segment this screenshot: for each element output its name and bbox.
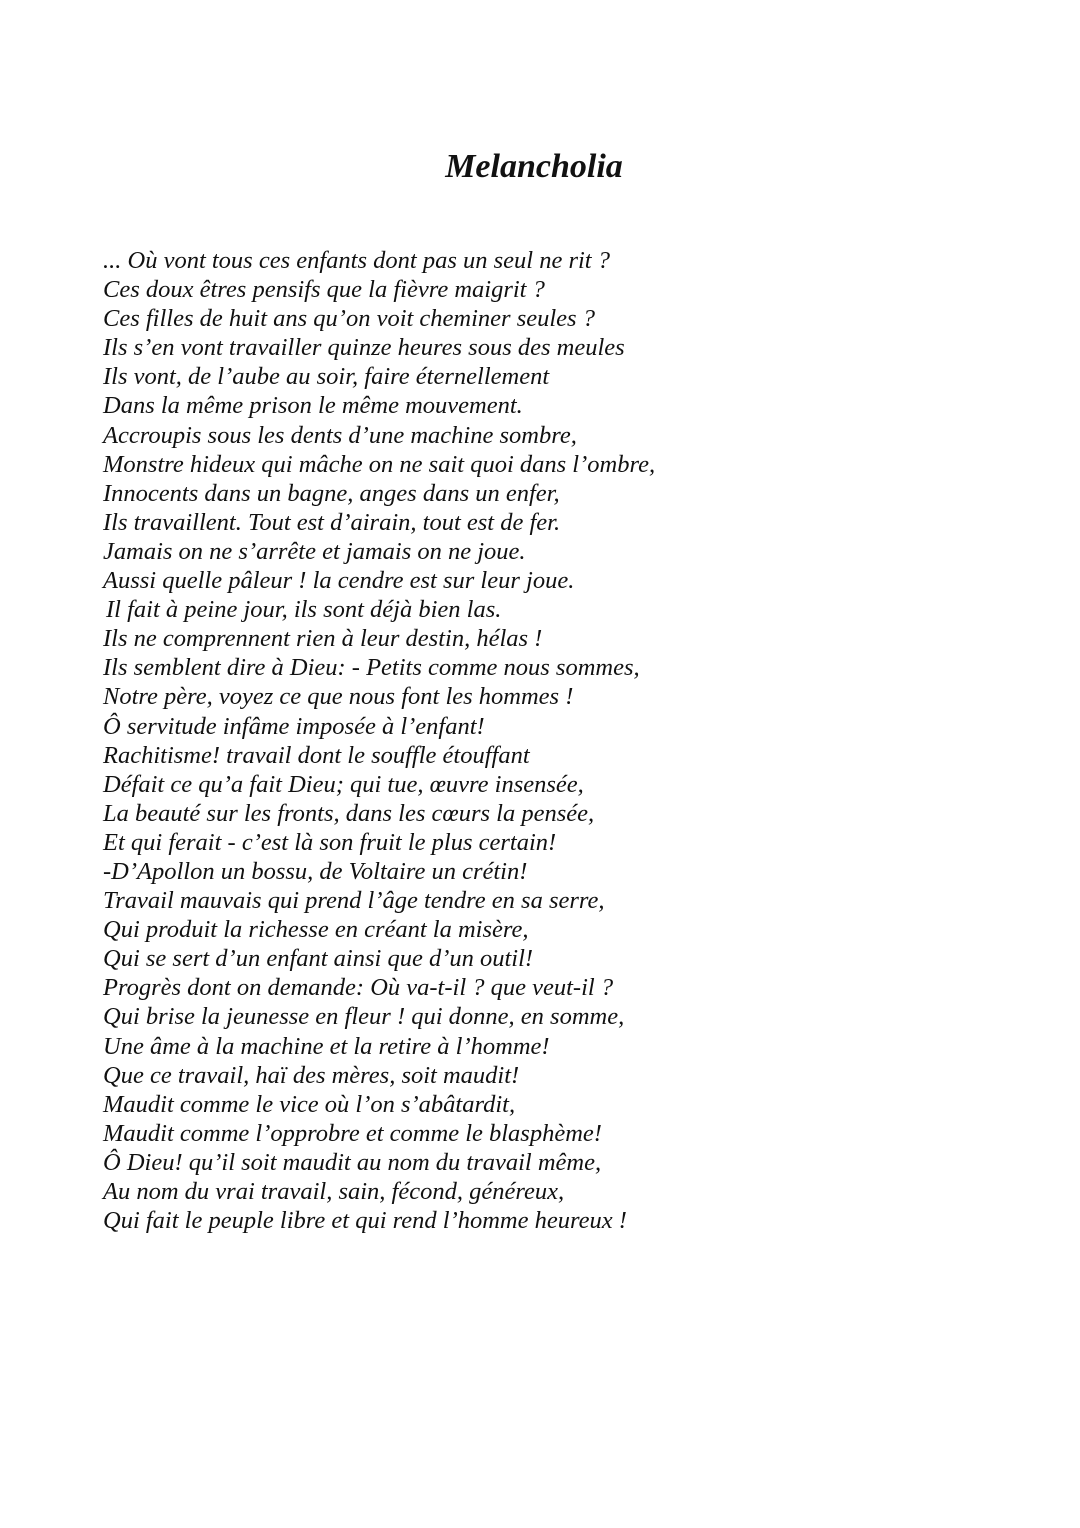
poem-line: Accroupis sous les dents d’une machine sombre, bbox=[103, 421, 577, 449]
poem-line: Qui se sert d’un enfant ainsi que d’un outil! bbox=[103, 945, 534, 973]
poem-line: Progrès dont on demande: Où va-t-il ? que veut-il ? bbox=[103, 974, 614, 1002]
poem-line: Qui fait le peuple libre et qui rend l’homme heureux ! bbox=[103, 1207, 627, 1235]
poem-line: Maudit comme le vice où l’on s’abâtardit, bbox=[103, 1090, 516, 1118]
poem-line: Innocents dans un bagne, anges dans un enfer, bbox=[103, 479, 560, 507]
poem-body bbox=[103, 246, 655, 1235]
poem-line: Ces filles de huit ans qu’on voit cheminer seules ? bbox=[103, 305, 595, 333]
poem-line: Qui produit la richesse en créant la misère, bbox=[103, 916, 529, 944]
poem-line: Jamais on ne s’arrête et jamais on ne joue. bbox=[103, 537, 526, 565]
poem-line: Travail mauvais qui prend l’âge tendre en sa serre, bbox=[103, 887, 605, 915]
poem-line: Ô Dieu! qu’il soit maudit au nom du travail même, bbox=[103, 1148, 602, 1176]
poem-line: Que ce travail, haï des mères, soit maudit! bbox=[103, 1061, 520, 1089]
poem-line: Il fait à peine jour, ils sont déjà bien las. bbox=[106, 596, 502, 624]
poem-title: Melancholia bbox=[445, 148, 623, 185]
poem-line: Ces doux êtres pensifs que la fièvre maigrit ? bbox=[103, 276, 545, 304]
poem-line: Et qui ferait - c’est là son fruit le plus certain! bbox=[103, 828, 557, 856]
poem-line: Une âme à la machine et la retire à l’homme! bbox=[103, 1032, 550, 1060]
poem-line: Aussi quelle pâleur ! la cendre est sur leur joue. bbox=[103, 567, 575, 595]
poem-line: Notre père, voyez ce que nous font les hommes ! bbox=[103, 683, 574, 711]
poem-line: Dans la même prison le même mouvement. bbox=[103, 392, 523, 420]
poem-line: La beauté sur les fronts, dans les cœurs la pensée, bbox=[103, 799, 595, 827]
poem-line: Monstre hideux qui mâche on ne sait quoi dans l’ombre, bbox=[103, 450, 656, 478]
poem-line: Ils semblent dire à Dieu: - Petits comme nous sommes, bbox=[103, 654, 640, 682]
poem-line: -D’Apollon un bossu, de Voltaire un crétin! bbox=[103, 857, 528, 885]
poem-line: Ils travaillent. Tout est d’airain, tout est de fer. bbox=[103, 508, 561, 536]
poem-line: Défait ce qu’a fait Dieu; qui tue, œuvre insensée, bbox=[103, 770, 584, 798]
poem-line: Ils ne comprennent rien à leur destin, hélas ! bbox=[103, 625, 543, 653]
poem-line: ... Où vont tous ces enfants dont pas un seul ne rit ? bbox=[103, 247, 610, 274]
poem-line: Au nom du vrai travail, sain, fécond, généreux, bbox=[103, 1178, 565, 1205]
poem-line: Ils vont, de l’aube au soir, faire éternellement bbox=[103, 363, 550, 391]
poem-line: Rachitisme! travail dont le souffle étouffant bbox=[103, 741, 530, 769]
poem-line: Ils s’en vont travailler quinze heures sous des meules bbox=[103, 334, 625, 362]
poem-line: Qui brise la jeunesse en fleur ! qui donne, en somme, bbox=[103, 1003, 625, 1031]
poem-line: Maudit comme l’opprobre et comme le blasphème! bbox=[103, 1119, 602, 1147]
poem-line: Ô servitude infâme imposée à l’enfant! bbox=[103, 712, 485, 740]
